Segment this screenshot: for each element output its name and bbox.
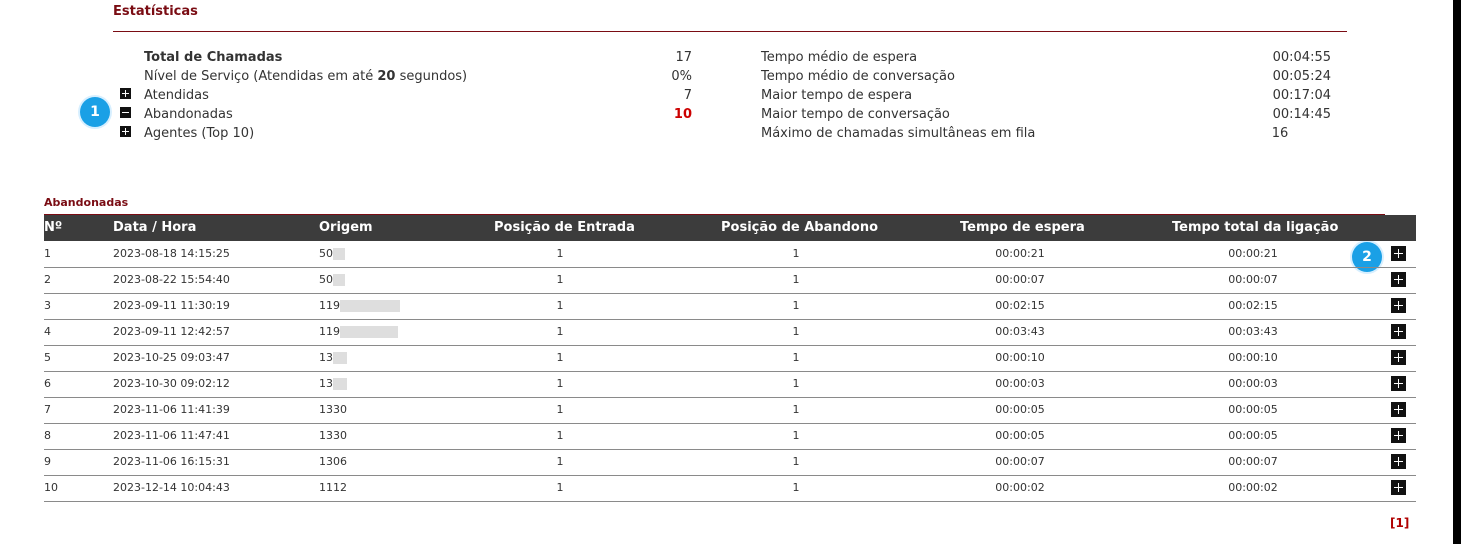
origin-number: 1306 (319, 455, 347, 468)
cell-datetime: 2023-12-14 10:04:43 (113, 481, 230, 494)
cell-wait-time: 00:00:21 (995, 247, 1045, 260)
cell-origin (319, 475, 347, 501)
stat-label: Nível de Serviço (Atendidas em até 20 segundos) (144, 69, 468, 84)
cell-entry-position: 1 (556, 299, 564, 312)
stat-value: 16 (1271, 126, 1289, 141)
stat-label: Tempo médio de conversação (761, 69, 955, 84)
cell-entry-position: 1 (556, 455, 564, 468)
cell-total-time: 00:03:43 (1228, 325, 1278, 338)
cell-datetime: 2023-08-18 14:15:25 (113, 247, 230, 260)
origin-number: 50 (319, 273, 333, 286)
stat-value: 00:05:24 (1272, 69, 1331, 84)
cell-wait-time: 00:00:05 (995, 429, 1045, 442)
table-row (44, 397, 1416, 424)
cell-wait-time: 00:00:07 (995, 455, 1045, 468)
cell-total-time: 00:00:02 (1228, 481, 1278, 494)
cell-wait-time: 00:00:05 (995, 403, 1045, 416)
stat-label: Atendidas (144, 88, 209, 103)
stat-value: 00:14:45 (1272, 107, 1331, 122)
origin-number: 119 (319, 325, 340, 338)
stat-label: Maior tempo de espera (761, 88, 913, 103)
column-header-entry-position[interactable]: Posição de Entrada (494, 220, 635, 235)
table-header (44, 215, 1416, 241)
cell-total-time: 00:00:03 (1228, 377, 1278, 390)
cell-n: 4 (44, 325, 51, 338)
cell-datetime: 2023-10-30 09:02:12 (113, 377, 230, 390)
cell-wait-time: 00:03:43 (995, 325, 1045, 338)
cell-abandon-position: 1 (792, 377, 800, 390)
cell-n: 3 (44, 299, 51, 312)
table-row (44, 475, 1416, 502)
window-edge (1453, 0, 1461, 544)
column-header-origin[interactable]: Origem (319, 220, 373, 235)
cell-total-time: 00:00:05 (1228, 429, 1278, 442)
redacted-blur (340, 300, 400, 312)
cell-abandon-position: 1 (792, 455, 800, 468)
cell-wait-time: 00:00:07 (995, 273, 1045, 286)
redacted-blur (340, 326, 398, 338)
cell-datetime: 2023-09-11 12:42:57 (113, 325, 230, 338)
cell-entry-position: 1 (556, 481, 564, 494)
cell-origin (319, 293, 400, 319)
origin-number: 119 (319, 299, 340, 312)
redacted-blur (333, 248, 345, 260)
table-row (44, 241, 1416, 268)
cell-n: 7 (44, 403, 51, 416)
table-row (44, 345, 1416, 372)
cell-n: 5 (44, 351, 51, 364)
stat-label: Maior tempo de conversação (761, 107, 950, 122)
cell-n: 2 (44, 273, 51, 286)
redacted-blur (333, 274, 345, 286)
redacted-blur (333, 352, 347, 364)
cell-total-time: 00:00:07 (1228, 273, 1278, 286)
cell-datetime: 2023-09-11 11:30:19 (113, 299, 230, 312)
cell-n: 9 (44, 455, 51, 468)
cell-abandon-position: 1 (792, 247, 800, 260)
cell-abandon-position: 1 (792, 351, 800, 364)
cell-datetime: 2023-11-06 11:47:41 (113, 429, 230, 442)
expand-plus-icon[interactable] (1391, 272, 1406, 287)
expand-plus-icon[interactable] (1391, 454, 1406, 469)
cell-wait-time: 00:00:02 (995, 481, 1045, 494)
column-header-total-time[interactable]: Tempo total da ligação (1172, 220, 1339, 235)
expand-plus-icon[interactable] (1391, 376, 1406, 391)
stat-value: 7 (683, 88, 692, 103)
expand-plus-icon[interactable] (1391, 246, 1406, 261)
callout-badge-1: 1 (80, 97, 110, 127)
expand-plus-icon[interactable] (1391, 350, 1406, 365)
cell-origin (319, 423, 347, 449)
origin-number: 1330 (319, 403, 347, 416)
table-row (44, 423, 1416, 450)
cell-total-time: 00:00:07 (1228, 455, 1278, 468)
cell-entry-position: 1 (556, 403, 564, 416)
cell-abandon-position: 1 (792, 403, 800, 416)
cell-entry-position: 1 (556, 429, 564, 442)
cell-total-time: 00:00:05 (1228, 403, 1278, 416)
cell-origin (319, 449, 347, 475)
redacted-blur (333, 378, 347, 390)
column-header-abandon-position[interactable]: Posição de Abandono (721, 220, 879, 235)
stats-title: Estatísticas (113, 4, 198, 19)
stat-max-wait (0, 86, 1400, 105)
cell-abandon-position: 1 (792, 325, 800, 338)
column-header-wait-time[interactable]: Tempo de espera (960, 220, 1085, 235)
cell-n: 6 (44, 377, 51, 390)
cell-origin (319, 345, 347, 371)
stat-value: 17 (675, 50, 692, 65)
table-row (44, 319, 1416, 346)
stat-value: 00:17:04 (1272, 88, 1331, 103)
cell-origin (319, 371, 347, 397)
stat-label: Tempo médio de espera (761, 50, 918, 65)
cell-total-time: 00:00:21 (1228, 247, 1278, 260)
stat-label: Total de Chamadas (144, 50, 283, 65)
table-row (44, 371, 1416, 398)
stats-divider (113, 31, 1347, 32)
expand-plus-icon[interactable] (1391, 428, 1406, 443)
callout-badge-2: 2 (1352, 242, 1382, 272)
expand-plus-icon[interactable] (1391, 402, 1406, 417)
cell-origin (319, 397, 347, 423)
cell-datetime: 2023-10-25 09:03:47 (113, 351, 230, 364)
cell-entry-position: 1 (556, 377, 564, 390)
cell-total-time: 00:02:15 (1228, 299, 1278, 312)
cell-datetime: 2023-11-06 11:41:39 (113, 403, 230, 416)
origin-number: 1330 (319, 429, 347, 442)
stat-value: 0% (671, 69, 692, 84)
table-row (44, 449, 1416, 476)
cell-total-time: 00:00:10 (1228, 351, 1278, 364)
origin-number: 13 (319, 351, 333, 364)
stat-label: Abandonadas (144, 107, 233, 122)
expand-plus-icon[interactable] (1391, 480, 1406, 495)
origin-number: 13 (319, 377, 333, 390)
table-row (44, 293, 1416, 320)
cell-datetime: 2023-08-22 15:54:40 (113, 273, 230, 286)
stat-max-talk (0, 105, 1400, 124)
cell-origin (319, 241, 345, 267)
table-row (44, 267, 1416, 294)
cell-abandon-position: 1 (792, 429, 800, 442)
cell-wait-time: 00:00:10 (995, 351, 1045, 364)
cell-wait-time: 00:02:15 (995, 299, 1045, 312)
stat-avg-wait (0, 48, 1400, 67)
column-header-datetime[interactable]: Data / Hora (113, 220, 197, 235)
cell-entry-position: 1 (556, 273, 564, 286)
expand-plus-icon[interactable] (1391, 324, 1406, 339)
origin-number: 1112 (319, 481, 347, 494)
column-header-n[interactable]: Nº (44, 220, 63, 235)
cell-datetime: 2023-11-06 16:15:31 (113, 455, 230, 468)
stat-label: Máximo de chamadas simultâneas em fila (761, 126, 1036, 141)
cell-abandon-position: 1 (792, 299, 800, 312)
cell-origin (319, 319, 398, 345)
expand-plus-icon[interactable] (1391, 298, 1406, 313)
cell-n: 8 (44, 429, 51, 442)
pagination-page-1[interactable]: [1] (1390, 516, 1410, 530)
cell-entry-position: 1 (556, 247, 564, 260)
stat-max-simultaneous (0, 124, 1400, 143)
cell-n: 1 (44, 247, 51, 260)
cell-n: 10 (44, 481, 58, 494)
cell-origin (319, 267, 345, 293)
stat-value: 00:04:55 (1272, 50, 1331, 65)
stat-label: Agentes (Top 10) (144, 126, 255, 141)
cell-abandon-position: 1 (792, 273, 800, 286)
cell-entry-position: 1 (556, 351, 564, 364)
origin-number: 50 (319, 247, 333, 260)
cell-wait-time: 00:00:03 (995, 377, 1045, 390)
cell-abandon-position: 1 (792, 481, 800, 494)
abandoned-title: Abandonadas (44, 196, 129, 209)
cell-entry-position: 1 (556, 325, 564, 338)
stat-value: 10 (673, 107, 692, 122)
stat-avg-talk (0, 67, 1400, 86)
